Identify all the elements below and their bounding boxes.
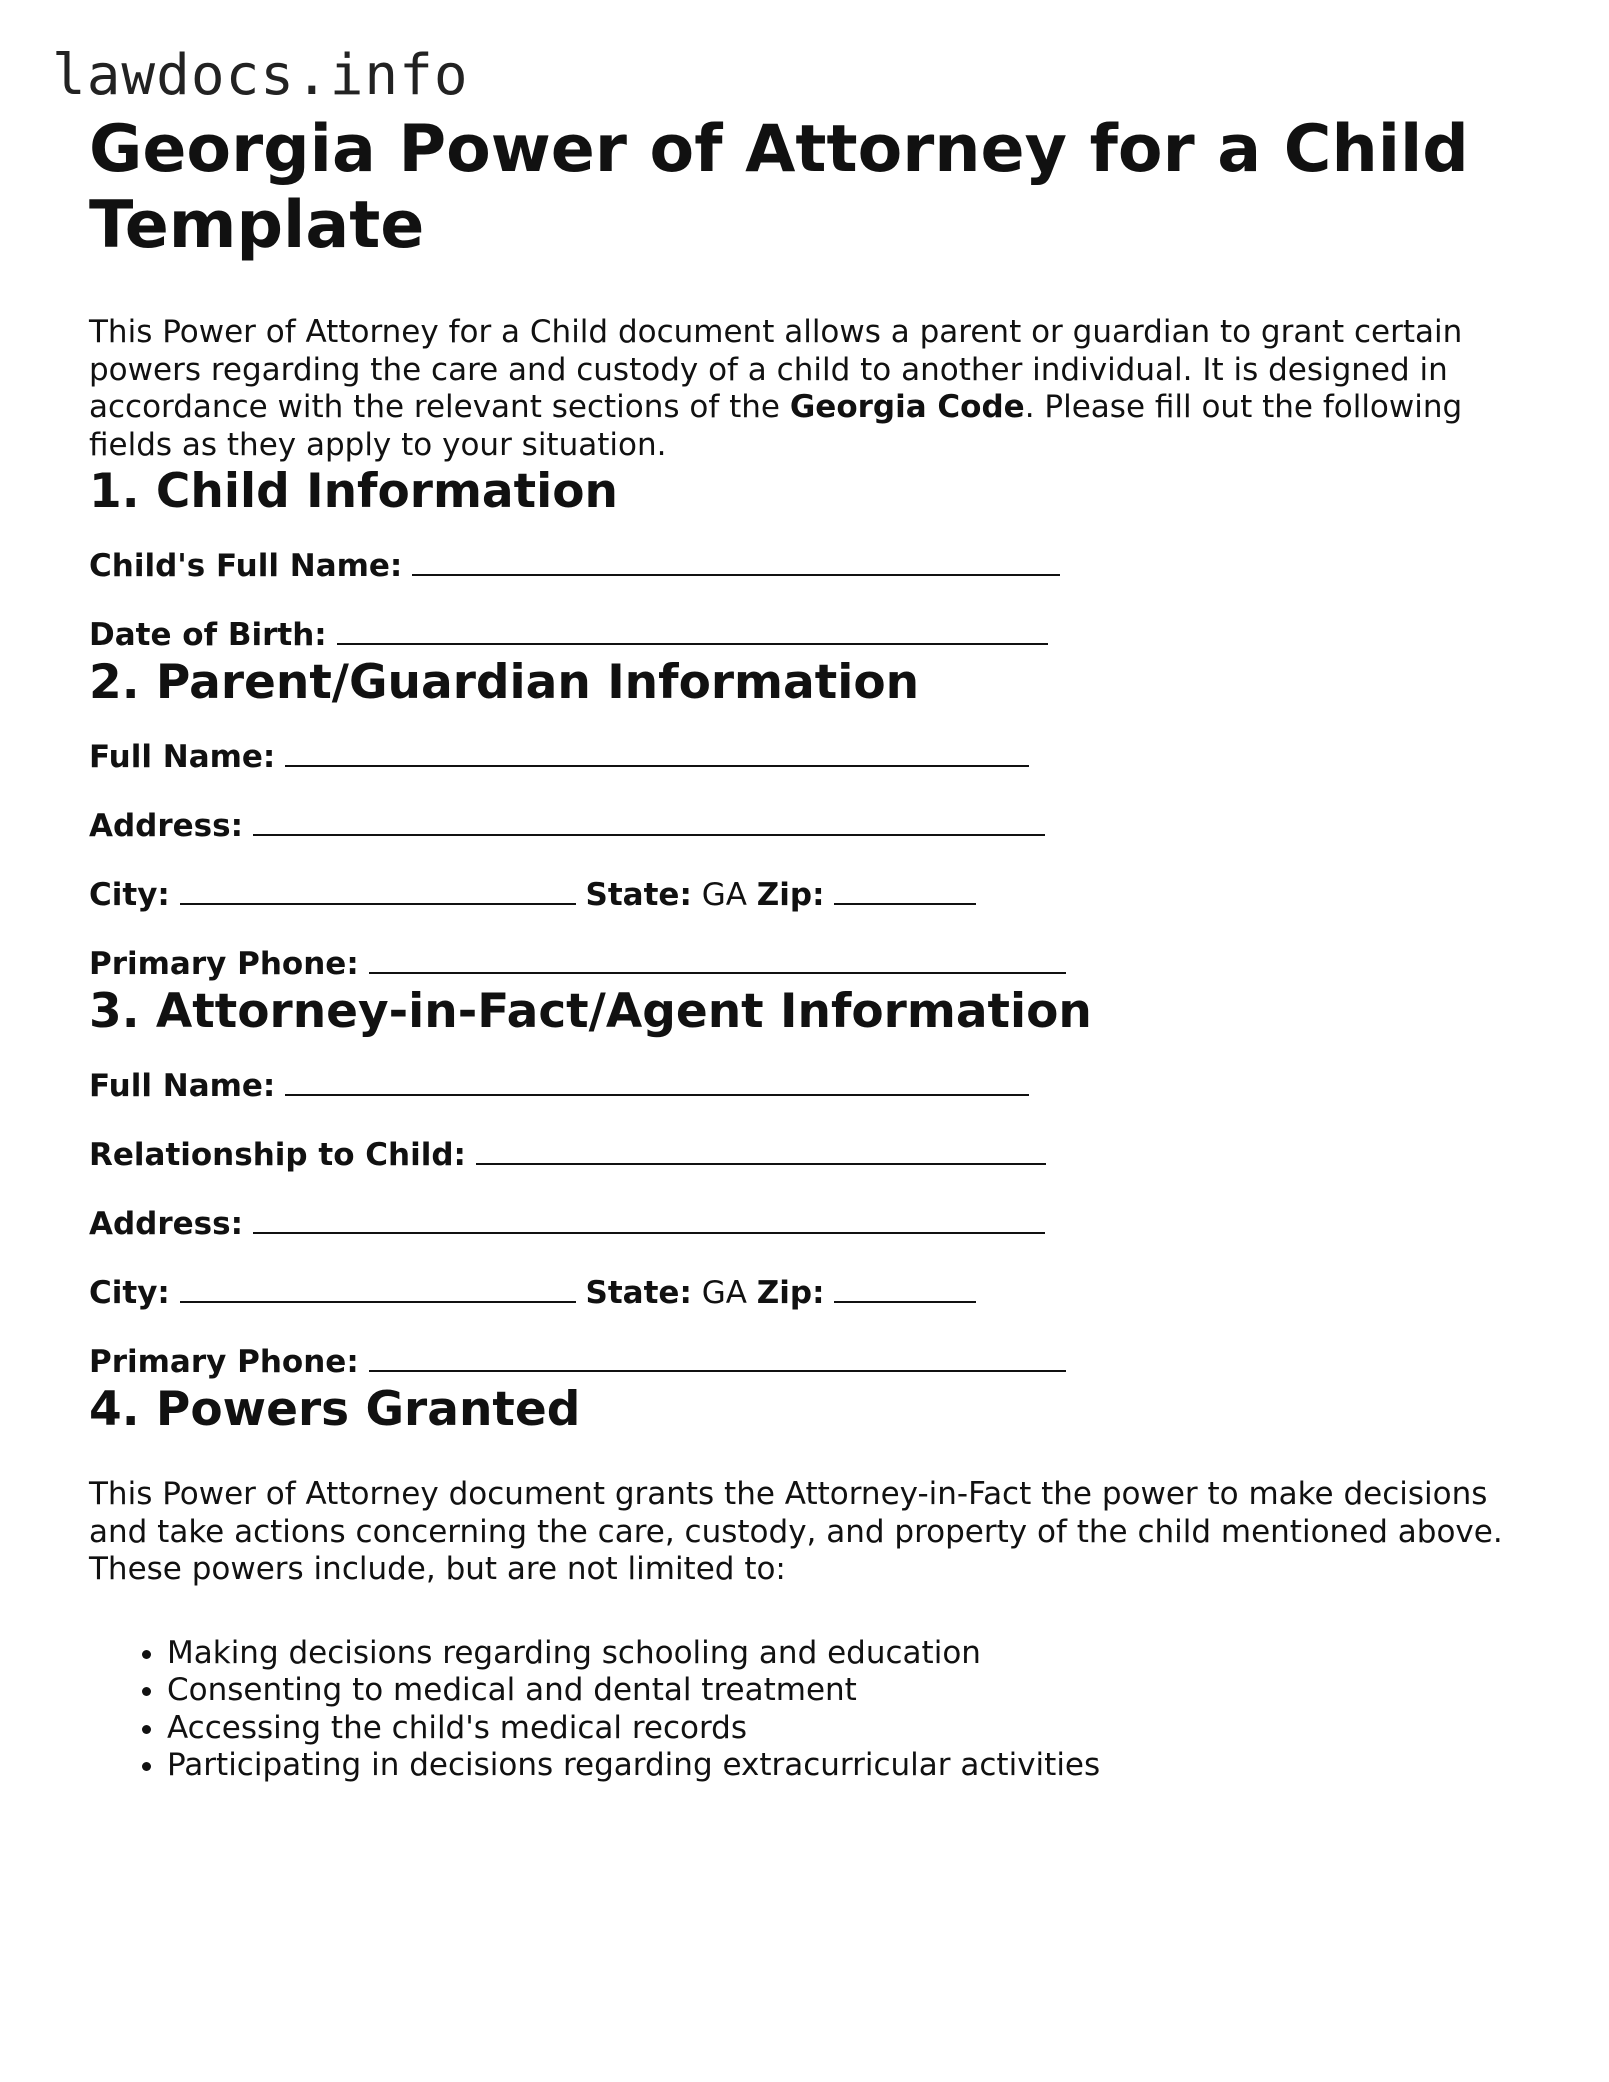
intro-text-before: This Power of Attorney for a Child document allows a parent or guardian to grant certain powers regarding the care and custody of a child to another individual. It is designed in accordance with the relevant sections of the <box>89 314 1463 425</box>
agent-relationship-line[interactable] <box>476 1137 1046 1165</box>
intro-paragraph <box>89 314 1529 464</box>
document-title: Georgia Power of Attorney for a Child Template <box>89 112 1469 263</box>
child-dob-field[interactable] <box>89 615 1529 655</box>
parent-address-field[interactable] <box>89 806 1529 846</box>
agent-phone-line[interactable] <box>369 1344 1066 1372</box>
parent-zip-label: Zip: <box>756 877 825 913</box>
parent-full-name-label: Full Name: <box>89 739 276 775</box>
agent-city-state-zip-field[interactable] <box>89 1273 1529 1313</box>
parent-state-value: GA <box>701 877 747 913</box>
agent-full-name-field[interactable] <box>89 1066 1529 1106</box>
child-full-name-field[interactable] <box>89 546 1529 586</box>
child-dob-label: Date of Birth: <box>89 617 327 653</box>
agent-state-value: GA <box>701 1275 747 1311</box>
document-page <box>89 112 1529 1785</box>
intro-georgia-code: Georgia Code <box>789 389 1025 425</box>
parent-city-state-zip-field[interactable] <box>89 875 1529 915</box>
parent-city-line[interactable] <box>180 877 576 905</box>
list-item: • Accessing the child's medical records <box>167 1710 1529 1748</box>
parent-full-name-field[interactable] <box>89 737 1529 777</box>
list-item: • Making decisions regarding schooling and education <box>167 1635 1529 1673</box>
agent-state-label: State: <box>585 1275 692 1311</box>
parent-info-heading: 2. Parent/Guardian Information <box>89 655 920 710</box>
agent-address-label: Address: <box>89 1206 243 1242</box>
agent-relationship-label: Relationship to Child: <box>89 1137 466 1173</box>
parent-address-label: Address: <box>89 808 243 844</box>
site-watermark: lawdocs.info <box>52 43 469 108</box>
list-item: • Participating in decisions regarding extracurricular activities <box>167 1747 1529 1785</box>
intro-text-after: . Please fill out the following fields as they apply to your situation. <box>89 389 1463 463</box>
agent-full-name-label: Full Name: <box>89 1068 276 1104</box>
parent-zip-line[interactable] <box>834 877 976 905</box>
agent-phone-field[interactable] <box>89 1342 1529 1382</box>
agent-city-line[interactable] <box>180 1275 576 1303</box>
list-item: • Consenting to medical and dental treatment <box>167 1672 1529 1710</box>
child-full-name-line[interactable] <box>412 548 1060 576</box>
agent-full-name-line[interactable] <box>285 1068 1029 1096</box>
parent-address-line[interactable] <box>253 808 1045 836</box>
powers-heading: 4. Powers Granted <box>89 1382 581 1437</box>
child-dob-line[interactable] <box>337 617 1048 645</box>
agent-phone-label: Primary Phone: <box>89 1344 359 1380</box>
parent-city-label: City: <box>89 877 170 913</box>
agent-zip-label: Zip: <box>756 1275 825 1311</box>
parent-phone-line[interactable] <box>369 946 1066 974</box>
agent-info-heading: 3. Attorney-in-Fact/Agent Information <box>89 984 1092 1039</box>
parent-state-label: State: <box>585 877 692 913</box>
child-full-name-label: Child's Full Name: <box>89 548 403 584</box>
powers-paragraph: This Power of Attorney document grants the Attorney-in-Fact the power to make decisions and take actions concerning the care, custody, and property of the child mentioned above. These powers include, but are not limited to: <box>89 1476 1503 1587</box>
child-info-heading: 1. Child Information <box>89 464 618 519</box>
agent-address-line[interactable] <box>253 1206 1045 1234</box>
agent-city-label: City: <box>89 1275 170 1311</box>
parent-phone-label: Primary Phone: <box>89 946 359 982</box>
agent-relationship-field[interactable] <box>89 1135 1529 1175</box>
parent-phone-field[interactable] <box>89 944 1529 984</box>
parent-full-name-line[interactable] <box>285 739 1029 767</box>
agent-address-field[interactable] <box>89 1204 1529 1244</box>
agent-zip-line[interactable] <box>834 1275 976 1303</box>
powers-list <box>89 1635 1529 1785</box>
